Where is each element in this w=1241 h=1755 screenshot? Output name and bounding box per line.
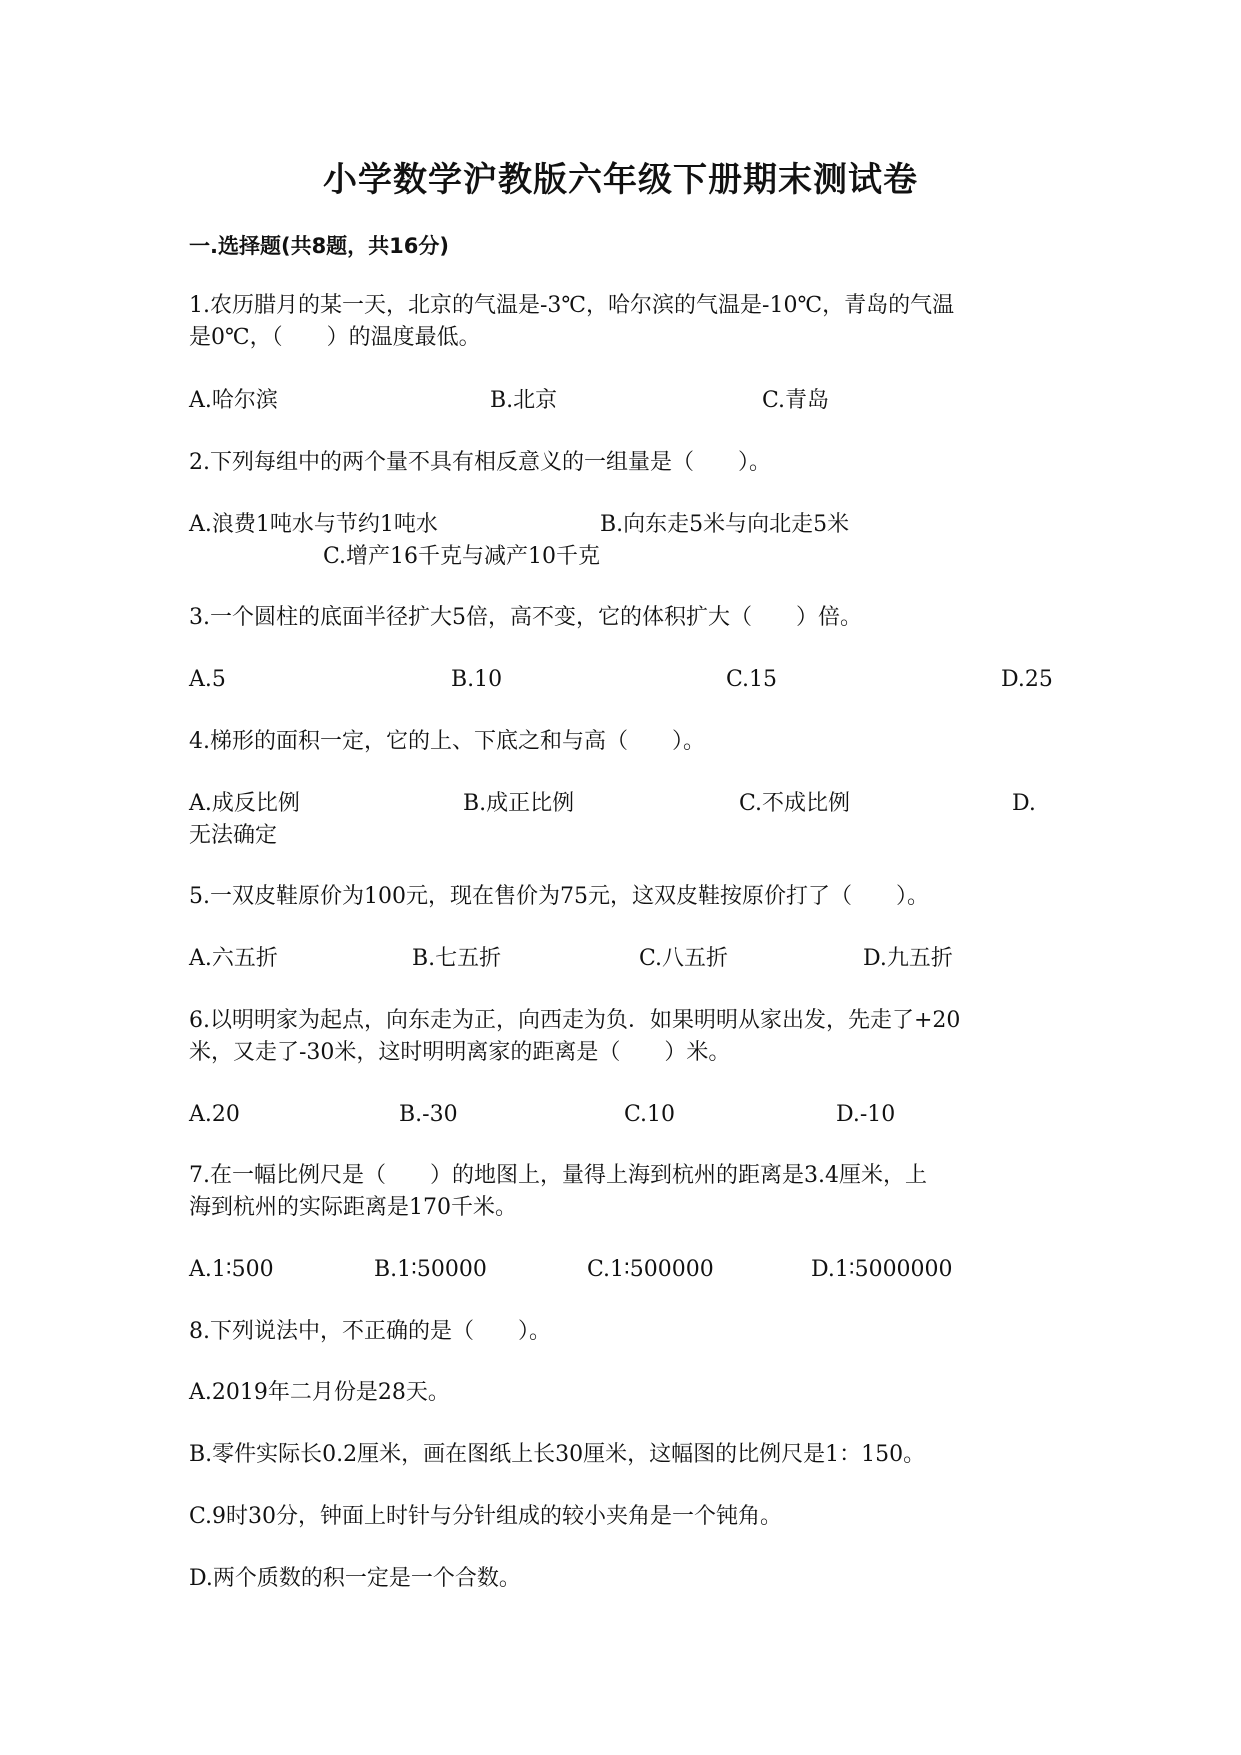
question-5-option-a: A.六五折 xyxy=(189,946,278,971)
question-8-stem: 8.下列说法中，不正确的是（ ）。 xyxy=(189,1319,551,1344)
question-8-option-b: B.零件实际长0.2厘米，画在图纸上长30厘米，这幅图的比例尺是1：150。 xyxy=(189,1442,926,1467)
question-1-stem-line-2: 是0℃，（ ）的温度最低。 xyxy=(189,325,481,350)
question-5-option-d: D.九五折 xyxy=(863,946,953,971)
question-2-option-c: C.增产16千克与减产10千克 xyxy=(323,544,601,569)
question-6-option-c: C.10 xyxy=(624,1102,676,1127)
question-8-option-c: C.9时30分，钟面上时针与分针组成的较小夹角是一个钝角。 xyxy=(189,1504,783,1529)
question-3-option-b: B.10 xyxy=(451,667,503,692)
question-1-stem-line-1: 1.农历腊月的某一天，北京的气温是-3℃，哈尔滨的气温是-10℃，青岛的气温 xyxy=(189,293,955,318)
question-4-option-d-text: 无法确定 xyxy=(189,823,278,848)
question-6-stem-line-2: 米，又走了-30米，这时明明离家的距离是（ ）米。 xyxy=(189,1040,731,1065)
question-2-option-b: B.向东走5米与向北走5米 xyxy=(600,512,850,537)
question-5-option-c: C.八五折 xyxy=(639,946,729,971)
question-3-option-c: C.15 xyxy=(726,667,778,692)
page-title: 小学数学沪教版六年级下册期末测试卷 xyxy=(323,160,918,200)
question-4-stem: 4.梯形的面积一定，它的上、下底之和与高（ ）。 xyxy=(189,729,705,754)
section-heading: 一.选择题(共8题，共16分) xyxy=(189,234,450,258)
question-7-stem-line-2: 海到杭州的实际距离是170千米。 xyxy=(189,1195,517,1220)
question-3-option-a: A.5 xyxy=(189,667,226,692)
question-6-option-b: B.-30 xyxy=(399,1102,458,1127)
question-4-option-c: C.不成比例 xyxy=(739,791,851,816)
question-4-option-a: A.成反比例 xyxy=(189,791,300,816)
question-6-option-a: A.20 xyxy=(189,1102,240,1127)
question-3-stem: 3.一个圆柱的底面半径扩大5倍，高不变，它的体积扩大（ ）倍。 xyxy=(189,605,862,630)
question-5-option-b: B.七五折 xyxy=(412,946,502,971)
question-6-option-d: D.-10 xyxy=(836,1102,896,1127)
question-7-option-d: D.1∶5000000 xyxy=(811,1257,953,1282)
question-7-option-b: B.1∶50000 xyxy=(374,1257,487,1282)
question-2-stem: 2.下列每组中的两个量不具有相反意义的一组量是（ ）。 xyxy=(189,450,771,475)
question-8-option-d: D.两个质数的积一定是一个合数。 xyxy=(189,1566,521,1591)
question-1-option-c: C.青岛 xyxy=(762,388,830,413)
question-2-option-a: A.浪费1吨水与节约1吨水 xyxy=(189,512,438,537)
question-6-stem-line-1: 6.以明明家为起点，向东走为正，向西走为负．如果明明从家出发，先走了+20 xyxy=(189,1008,961,1033)
question-8-option-a: A.2019年二月份是28天。 xyxy=(189,1380,450,1405)
question-7-option-c: C.1∶500000 xyxy=(587,1257,714,1282)
question-7-option-a: A.1∶500 xyxy=(189,1257,274,1282)
question-3-option-d: D.25 xyxy=(1001,667,1053,692)
question-1-option-a: A.哈尔滨 xyxy=(189,388,278,413)
question-4-option-b: B.成正比例 xyxy=(463,791,575,816)
question-1-option-b: B.北京 xyxy=(490,388,558,413)
question-4-option-d-label: D. xyxy=(1012,791,1036,816)
question-7-stem-line-1: 7.在一幅比例尺是（ ）的地图上，量得上海到杭州的距离是3.4厘米，上 xyxy=(189,1163,927,1188)
question-5-stem: 5.一双皮鞋原价为100元，现在售价为75元，这双皮鞋按原价打了（ ）。 xyxy=(189,884,929,909)
